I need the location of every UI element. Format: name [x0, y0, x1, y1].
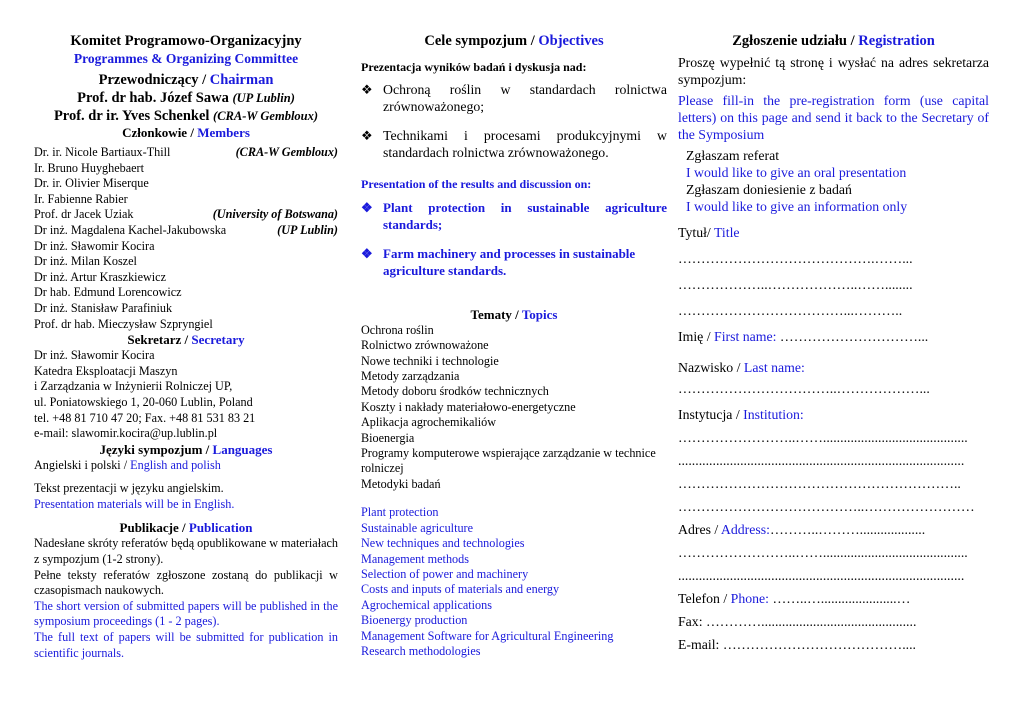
member-name: Ir. Bruno Huyghebaert — [34, 160, 144, 175]
topic-item: Selection of power and machinery — [361, 566, 529, 581]
committee-title-en: Programmes & Organizing Committee — [73, 51, 299, 66]
topic-item: Programy komputerowe wspierające zarządzanie w technice rolniczej — [361, 446, 656, 476]
members-list — [34, 145, 338, 332]
topic-item: New techniques and technologies — [361, 536, 525, 551]
title-field-line-2[interactable]: ………………..………………..……........ — [678, 277, 913, 292]
member-name: Dr. ir. Olivier Miserque — [34, 176, 149, 191]
member-row — [34, 207, 338, 223]
diamond-bullet-icon: ❖ — [361, 245, 373, 261]
address-field[interactable]: Adres / Address:………..………................... — [678, 522, 926, 537]
member-row — [34, 285, 338, 301]
objectives-heading: Cele sympozjum / Objectives — [424, 33, 604, 49]
member-name: Dr inż. Magdalena Kachel-Jakubowska — [34, 222, 227, 237]
topic-item: Ochrona roślin — [361, 322, 434, 337]
publication-heading: Publikacje / Publication — [119, 520, 253, 536]
address-field-line-2[interactable]: ……………………..…….......................................... — [678, 545, 968, 560]
topic-item: Costs and inputs of materials and energy — [361, 582, 560, 597]
languages-note-pl: Tekst prezentacji w języku angielskim. — [34, 481, 224, 496]
address-field-line-3[interactable]: ................................................................................... — [678, 568, 965, 583]
topic-item: Sustainable agriculture — [361, 520, 474, 535]
objectives-intro-en: Presentation of the results and discussion on: — [361, 177, 592, 192]
member-row — [34, 176, 338, 192]
languages-heading: Języki sympozjum / Languages — [99, 441, 273, 457]
topic-item: Nowe techniki i technologie — [361, 353, 499, 368]
topic-item: Rolnictwo zrównoważone — [361, 338, 489, 353]
topic-item: Research methodologies — [361, 643, 481, 658]
institution-field-line-2[interactable]: ................................................................................... — [678, 453, 965, 468]
member-name: Dr inż. Artur Kraszkiewicz — [34, 269, 166, 284]
publication-pl-1: Nadesłane skróty referatów będą opublikowane w materiałach z sympozjum (1-2 strony). — [34, 536, 338, 567]
chairman-1: Prof. dr hab. Józef Sawa (UP Lublin) — [77, 90, 295, 106]
member-name: Dr inż. Sławomir Kocira — [34, 238, 155, 253]
member-row — [34, 192, 338, 208]
phone-field[interactable]: Telefon / Phone: ……..…......................… — [678, 591, 911, 606]
topics-list-en — [361, 505, 667, 659]
chairman-heading: Przewodniczący / Chairman — [98, 72, 274, 88]
member-name: Ir. Fabienne Rabier — [34, 191, 128, 206]
publication-pl-2: Pełne teksty referatów zgłoszone zostaną do publikacji w czasopismach naukowych. — [34, 567, 338, 598]
member-row — [34, 161, 338, 177]
member-row — [34, 239, 338, 255]
committee-title: Komitet Programowo-Organizacyjny — [70, 33, 302, 49]
topic-item: Bioenergia — [361, 430, 415, 445]
last-name-field[interactable]: ……………………………..………………... — [678, 381, 930, 396]
topics-list-pl — [361, 323, 667, 492]
title-field-line-1[interactable]: …………………………………….……... — [678, 251, 913, 266]
member-affiliation: (UP Lublin) — [277, 222, 338, 237]
secretary-line: Katedra Eksploatacji Maszyn — [34, 363, 178, 378]
objective-bullet-en: ❖ Plant protection in sustainable agriculture standards; — [361, 199, 667, 232]
member-name: Dr hab. Edmund Lorencowicz — [34, 285, 182, 300]
secretary-line: tel. +48 81 710 47 20; Fax. +48 81 531 83 21 — [34, 410, 256, 425]
objective-bullet-en: ❖ Farm machinery and processes in sustainable agriculture standards. — [361, 245, 636, 278]
registration-intro-en: Please fill-in the pre-registration form (use capital letters) on this page and send it back to the Secretary of the Symposium — [678, 93, 989, 142]
objective-bullet-pl: ❖ Ochroną roślin w standardach rolnictwa zrównoważonego; — [361, 82, 667, 115]
publication-en-2: The full text of papers will be submitted for publication in scientific journals. — [34, 630, 338, 660]
topic-item: Metody doboru środków technicznych — [361, 384, 549, 399]
option-info-en[interactable]: I would like to give an information only — [686, 199, 908, 214]
member-affiliation: (CRA-W Gembloux) — [235, 145, 338, 159]
option-oral-pl[interactable]: Zgłaszam referat — [686, 148, 780, 163]
diamond-bullet-icon: ❖ — [361, 128, 373, 144]
topic-item: Management Software for Agricultural Engineering — [361, 628, 614, 643]
member-row — [34, 254, 338, 270]
institution-label: Instytucja / Institution: — [678, 407, 804, 422]
member-row — [34, 317, 338, 333]
member-name: Dr. ir. Nicole Bartiaux-Thill — [34, 145, 171, 159]
member-row — [34, 223, 338, 239]
committee-column — [34, 32, 338, 661]
topic-item: Agrochemical applications — [361, 597, 492, 612]
institution-field-line-3[interactable]: …………………………………………………….. — [678, 476, 961, 491]
registration-intro-pl: Proszę wypełnić tą stronę i wysłać na adres sekretarza sympozjum: — [678, 55, 989, 87]
topic-item: Koszty i nakłady materiałowo-energetyczne — [361, 399, 576, 414]
chairman-2: Prof. dr ir. Yves Schenkel (CRA-W Gembloux) — [53, 108, 319, 124]
diamond-bullet-icon: ❖ — [361, 199, 373, 215]
member-name: Prof. dr hab. Mieczysław Szpryngiel — [34, 316, 213, 331]
email-field[interactable]: E-mail: ………………………………….... — [678, 637, 916, 652]
objectives-intro-pl: Prezentacja wyników badań i dyskusja nad: — [361, 60, 587, 74]
topic-item: Metodyki badań — [361, 476, 441, 491]
member-name: Prof. dr Jacek Uziak — [34, 207, 134, 222]
title-field-line-3[interactable]: ………………………………...……….. — [678, 303, 903, 318]
registration-heading: Zgłoszenie udziału / Registration — [732, 33, 935, 49]
secretary-line: ul. Poniatowskiego 1, 20-060 Lublin, Poland — [34, 394, 253, 409]
topic-item: Plant protection — [361, 505, 439, 520]
languages-line: Angielski i polski / English and polish — [34, 457, 221, 472]
first-name-field[interactable]: Imię / First name: …………………………... — [678, 329, 929, 344]
option-oral-en[interactable]: I would like to give an oral presentation — [686, 165, 907, 180]
registration-column — [678, 32, 989, 653]
institution-field-line-1[interactable]: ……………………..…….......................................... — [678, 430, 968, 445]
topic-item: Bioenergy production — [361, 613, 468, 628]
publication-en-1: The short version of submitted papers will be published in the symposium proceedings (1 - 2 pages). — [34, 598, 338, 629]
member-affiliation: (University of Botswana) — [212, 207, 338, 222]
secretary-line: i Zarządzania w Inżynierii Rolniczej UP, — [34, 379, 233, 394]
topic-item: Metody zarządzania — [361, 369, 460, 384]
member-name: Dr inż. Milan Koszel — [34, 254, 137, 269]
secretary-email: e-mail: slawomir.kocira@up.lublin.pl — [34, 426, 218, 441]
objective-bullet-pl: ❖ Technikami i procesami produkcyjnymi w standardach rolnictwa zrównoważonego. — [361, 128, 667, 161]
option-info-pl[interactable]: Zgłaszam doniesienie z badań — [686, 182, 852, 197]
topic-item: Aplikacja agrochemikaliów — [361, 415, 497, 430]
member-row — [34, 301, 338, 317]
institution-field-line-4[interactable]: …………………………………..…………………… — [678, 499, 975, 514]
secretary-heading: Sekretarz / Secretary — [127, 332, 245, 348]
topic-item: Management methods — [361, 551, 469, 566]
members-heading: Członkowie / Members — [122, 125, 250, 140]
secretary-line: Dr inż. Sławomir Kocira — [34, 348, 155, 363]
objectives-column — [361, 32, 667, 659]
diamond-bullet-icon: ❖ — [361, 82, 373, 98]
member-name: Dr inż. Stanisław Parafiniuk — [34, 300, 173, 315]
member-row — [34, 270, 338, 286]
topics-heading: Tematy / Topics — [470, 306, 558, 322]
last-name-label: Nazwisko / Last name: — [678, 360, 805, 375]
title-label: Tytuł/ Title — [678, 225, 740, 240]
languages-note-en: Presentation materials will be in English. — [34, 496, 235, 511]
fax-field[interactable]: Fax: …………............................................. — [678, 614, 917, 629]
member-row — [34, 145, 338, 161]
